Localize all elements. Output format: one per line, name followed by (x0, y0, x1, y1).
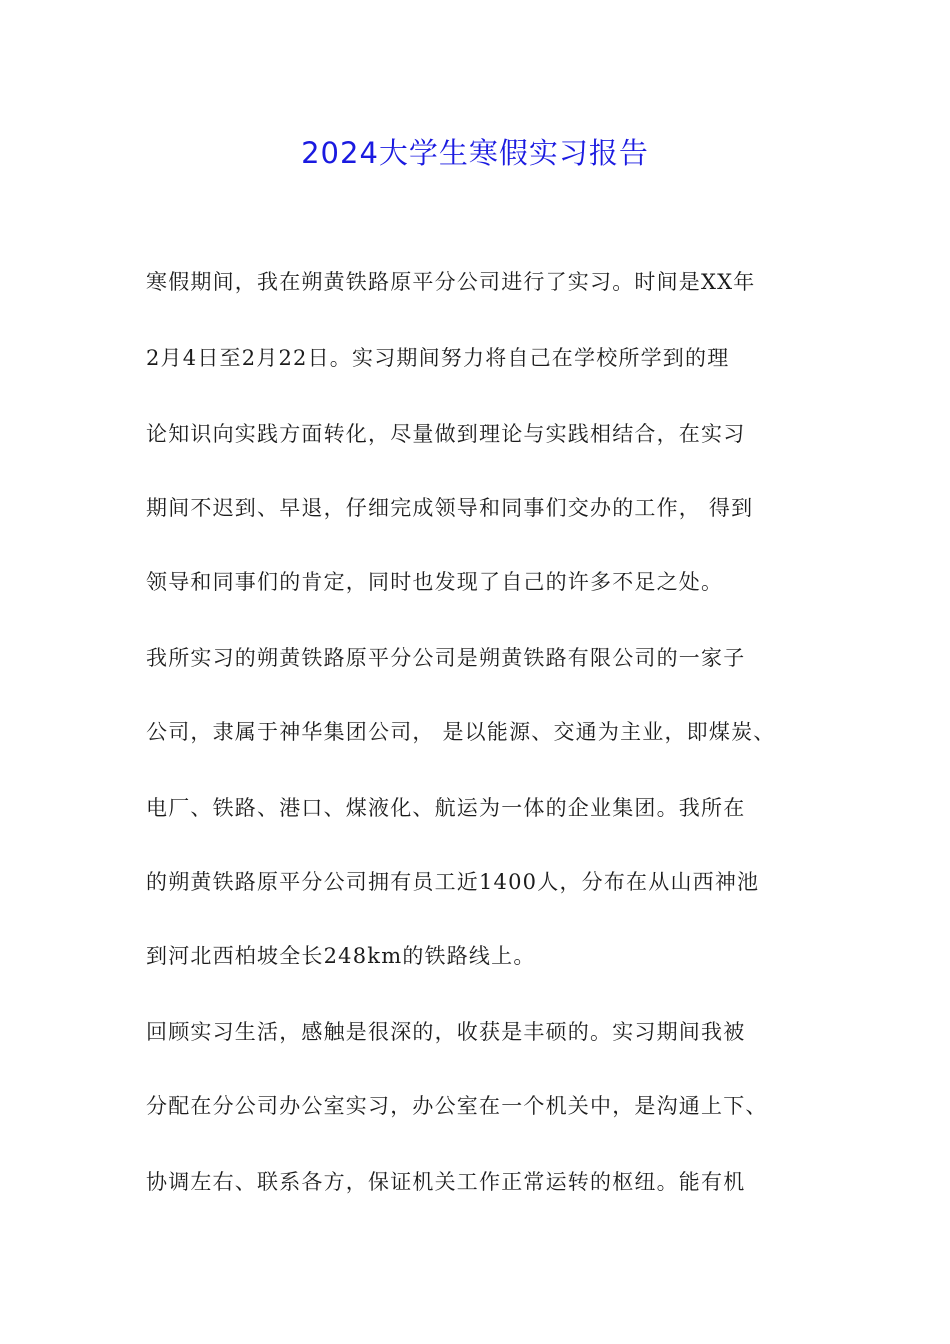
body-line: 电厂、铁路、港口、煤液化、航运为一体的企业集团。我所在 (146, 796, 746, 820)
body-line: 的朔黄铁路原平分公司拥有员工近1400人，分布在从山西神池 (146, 870, 760, 894)
body-line: 我所实习的朔黄铁路原平分公司是朔黄铁路有限公司的一家子 (146, 646, 746, 670)
body-line: 期间不迟到、早退，仔细完成领导和同事们交办的工作， 得到 (146, 496, 754, 520)
body-line: 公司，隶属于神华集团公司， 是以能源、交通为主业，即煤炭、 (146, 720, 776, 744)
body-line: 到河北西柏坡全长248km的铁路线上。 (146, 944, 536, 968)
body-line: 寒假期间，我在朔黄铁路原平分公司进行了实习。时间是XX年 (146, 270, 756, 294)
body-line: 领导和同事们的肯定，同时也发现了自己的许多不足之处。 (146, 570, 724, 594)
body-line: 回顾实习生活，感触是很深的，收获是丰硕的。实习期间我被 (146, 1020, 746, 1044)
body-line: 2月4日至2月22日。实习期间努力将自己在学校所学到的理 (146, 346, 730, 370)
body-line: 协调左右、联系各方，保证机关工作正常运转的枢纽。能有机 (146, 1170, 746, 1194)
document-title: 2024大学生寒假实习报告 (301, 136, 649, 170)
body-line: 论知识向实践方面转化，尽量做到理论与实践相结合，在实习 (146, 422, 746, 446)
body-line: 分配在分公司办公室实习，办公室在一个机关中，是沟通上下、 (146, 1094, 768, 1118)
